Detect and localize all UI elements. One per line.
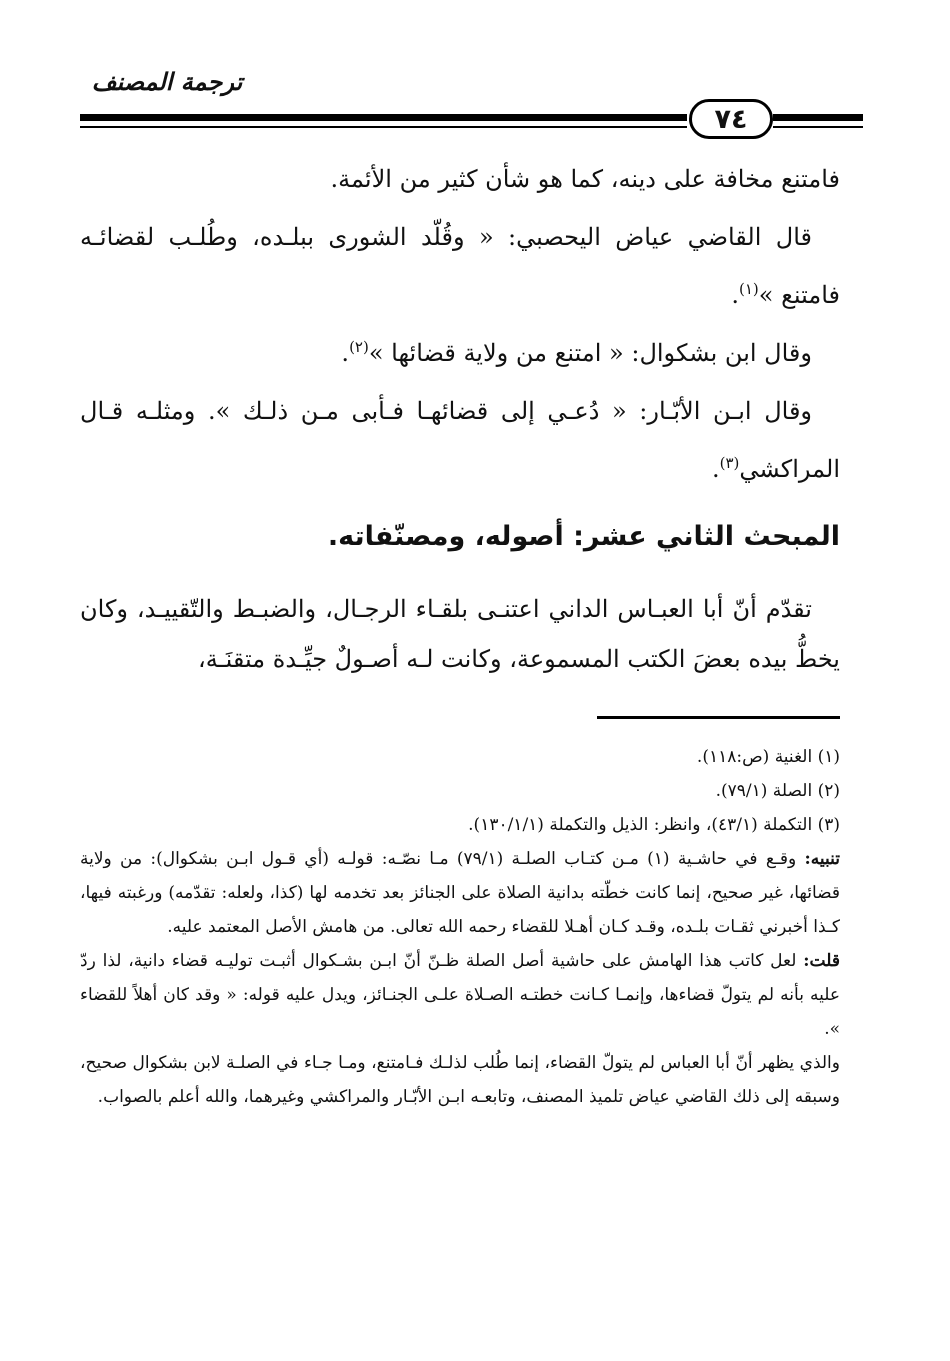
paragraph-3-text: وقال ابن بشكوال: « امتنع من ولاية قضائها » <box>368 339 812 367</box>
footnote-separator <box>597 716 840 719</box>
paragraph-2 <box>80 208 840 324</box>
footnote-ref-2: (٢) <box>349 338 369 356</box>
section-heading: المبحث الثاني عشر: أصوله، ومصنّفاته. <box>327 521 840 552</box>
section-paragraph: تقدّم أنّ أبا العبـاس الداني اعتنـى بلقـاء الرجـال، والضبـط والتّقييـد، وكان يخطُّ بيده بعضَ الكتب المسموعة، وكانت لـه أصـولٌ جيِّـدة متقنَـة، <box>80 595 840 673</box>
header-rule-thin-right <box>773 126 863 128</box>
note-label: تنبيه: <box>804 849 840 869</box>
qult-label: قلت: <box>803 951 841 971</box>
paragraph-4-text: وقال ابـن الأبّـار: « دُعـي إلى قضائهـا فـأبى مـن ذلـك ». ومثلـه قـال المراكشي <box>80 397 840 483</box>
qult-text: لعل كاتب هذا الهامش على حاشية أصل الصلة ظـنّ أنّ ابـن بشـكوال أثبـت توليـه قضاء دانية، لذا ردّ عليه بأنه لم يتولّ قضاءها، وإنمـا كـانت خطتـه الصـلاة علـى الجنـائز، ويدل عليه قوله: « وقد كان أهلاً للقضاء ». <box>80 951 840 1039</box>
header-rule-thick <box>80 114 687 121</box>
page-number <box>689 99 773 139</box>
qult-paragraph <box>80 944 840 1046</box>
paragraph-4 <box>80 382 840 498</box>
footnote-2: (٢) الصلة (٧٩/١). <box>715 781 840 801</box>
period: . <box>711 455 720 483</box>
footnote-3: (٣) التكملة (٤٣/١)، وانظر: الذيل والتكملة (١٣٠/١/١). <box>468 815 840 835</box>
footnotes <box>80 740 840 1114</box>
paragraph-1: فامتنع مخافة على دينه، كما هو شأن كثير من الأئمة. <box>330 165 840 193</box>
footnote-ref-1: (١) <box>739 280 759 298</box>
period: . <box>731 281 739 309</box>
final-paragraph: والذي يظهر أنّ أبا العباس لم يتولّ القضاء، إنما طُلب لذلـك فـامتنع، ومـا جـاء في الصلـة لابن بشكوال صحيح، وسبقه إلى ذلك القاضي عياض تلميذ المصنف، وتابعـه ابـن الأبّـار والمراكشي وغيرهما، والله أعلم بالصواب. <box>80 1053 840 1107</box>
paragraph-2-text: قال القاضي عياض اليحصبي: « وقُلّد الشورى ببلـده، وطُلـب لقضائـه فامتنع » <box>80 223 840 309</box>
footnote-1: (١) الغنية (ص:١١٨). <box>696 747 840 767</box>
header-rule-thin <box>80 126 687 128</box>
period: . <box>341 339 350 367</box>
paragraph-3 <box>80 324 840 382</box>
note-text: وقـع في حاشـية (١) مـن كتـاب الصلـة (٧٩/١) مـا نصّـه: قولـه (أي قـول ابـن بشكوال): من ولاية قضائها، غير صحيح، إنما كانت خطّته بدانية الصلاة على الجنائز بعد تخدمه لها (كذا، ولعله: تقدّمه) ورغبته فيها، كـذا أخبرني ثقـات بلـده، وقـد كـان أهـلا للقضاء رحمه الله تعالى. من هامش الأصل المعتمد عليه. <box>80 849 840 937</box>
page-number-text: ٧٤ <box>714 103 748 135</box>
running-title: ترجمة المصنف <box>91 68 243 96</box>
footnote-ref-3: (٣) <box>719 454 740 472</box>
section-body <box>80 584 840 684</box>
main-text <box>80 150 840 498</box>
header-rule-thick-right <box>773 114 863 121</box>
note-paragraph <box>80 842 840 944</box>
